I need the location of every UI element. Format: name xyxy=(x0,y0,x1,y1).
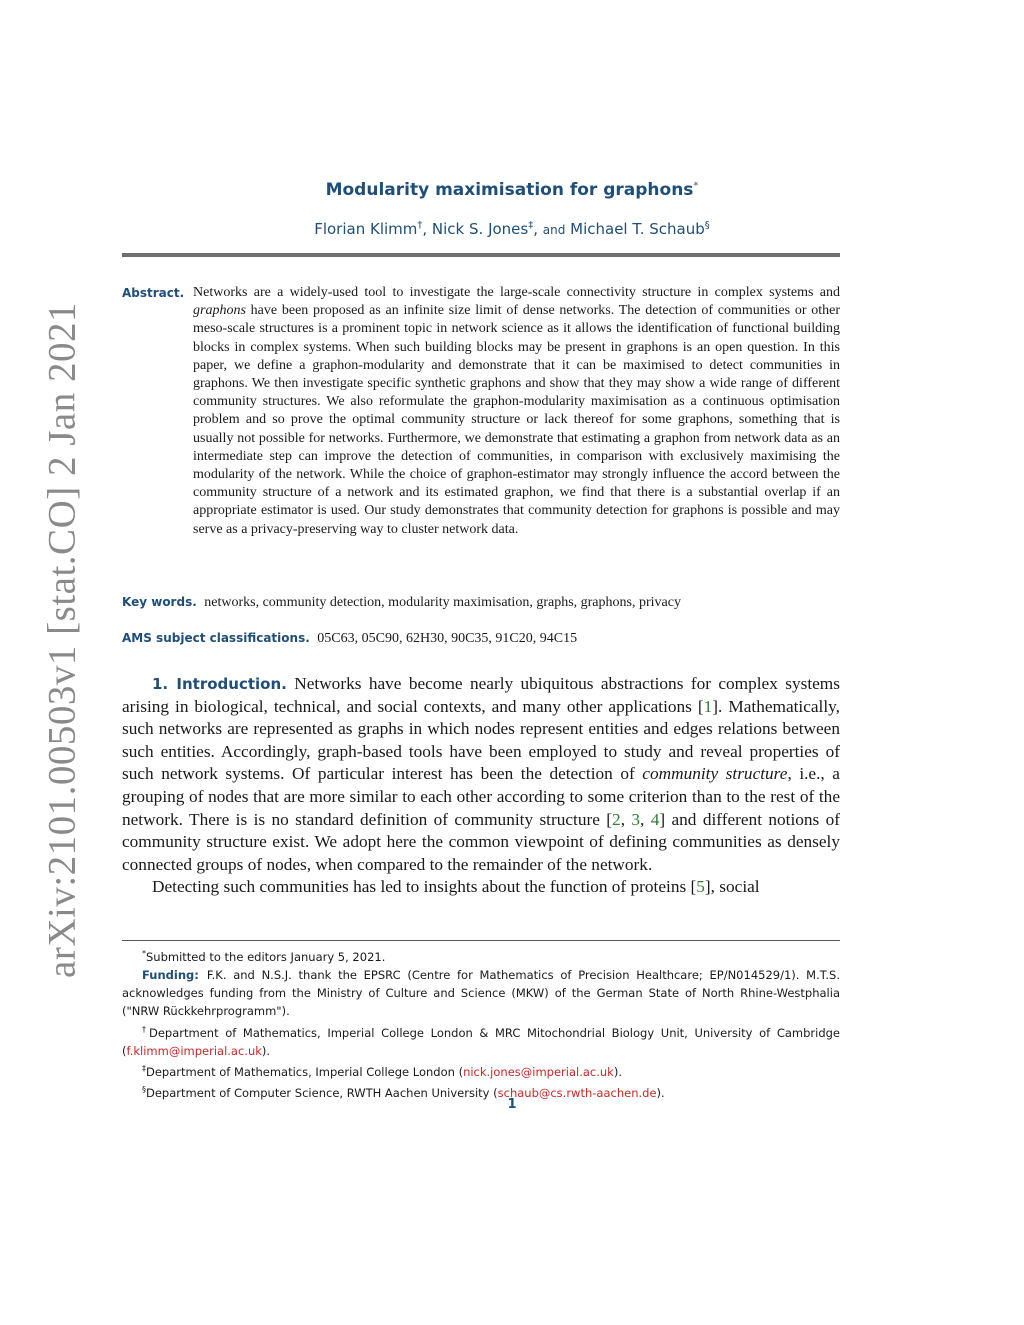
email-link[interactable]: schaub@cs.rwth-aachen.de xyxy=(497,1085,657,1100)
introduction-section xyxy=(122,673,840,899)
author-mark: § xyxy=(704,220,710,231)
abstract-text-part: Networks are a widely-used tool to investigate the large-scale connectivity structure in complex systems and xyxy=(193,285,840,300)
footnote-text: Department of Mathematics, Imperial College London & MRC Mitochondrial Biology Unit, University of Cambridge ( xyxy=(122,1025,841,1058)
footnote-text: ). xyxy=(261,1043,271,1058)
arxiv-stamp: arXiv:2101.00503v1 [stat.CO] 2 Jan 2021 xyxy=(40,302,84,978)
footnote-mark: § xyxy=(142,1084,146,1094)
footnote-mark: ‡ xyxy=(142,1063,146,1073)
intro-text: Detecting such communities has led to insights about the function of proteins [ xyxy=(152,877,697,897)
email-link[interactable]: f.klimm@imperial.ac.uk xyxy=(126,1043,262,1058)
footnote-text: Department of Mathematics, Imperial College London ( xyxy=(146,1064,464,1079)
intro-text: Networks have become nearly ubiquitous abstractions for complex systems arising in biological, technical, and social contexts, and many other applications [ xyxy=(122,674,840,716)
footnote xyxy=(122,1060,840,1081)
citation-link[interactable]: 2 xyxy=(612,809,621,829)
footnote-text: ). xyxy=(656,1085,665,1100)
citation-separator: , xyxy=(640,809,651,829)
citation-link[interactable]: 3 xyxy=(631,809,641,829)
author-name: Nick S. Jones xyxy=(431,220,529,238)
author-name: Florian Klimm xyxy=(314,220,418,238)
page-number: 1 xyxy=(507,1097,517,1112)
footnote-text: Department of Computer Science, RWTH Aachen University ( xyxy=(146,1085,498,1100)
intro-emphasis: community structure xyxy=(642,764,788,784)
email-link[interactable]: nick.jones@imperial.ac.uk xyxy=(463,1064,614,1079)
ams-line xyxy=(122,631,840,647)
citation-link[interactable]: 1 xyxy=(703,696,713,716)
abstract-block xyxy=(122,284,840,539)
footnote xyxy=(122,945,840,966)
paper-title xyxy=(0,180,1024,200)
author-name: Michael T. Schaub xyxy=(570,220,705,238)
citation-separator: , xyxy=(620,809,632,829)
intro-text: ], social xyxy=(704,877,760,897)
author-mark: ‡ xyxy=(528,220,534,231)
footnote-text: Submitted to the editors January 5, 2021. xyxy=(146,949,386,964)
title-divider xyxy=(122,253,840,257)
intro-text: , i.e., a grouping of nodes that are more similar to each other according to some criterion than to the rest of the network. There is is no standard definition of community structure [ xyxy=(122,764,840,829)
footnote-divider xyxy=(122,940,840,941)
paper-title-text: Modularity maximisation for graphons xyxy=(325,180,694,200)
abstract-text-part: have been proposed as an infinite size limit of dense networks. The detection of communities or other meso-scale structures is a prominent topic in network science as it allows the identification of functional building blocks in complex systems. When such building blocks may be present in graphons is an open question. In this paper, we define a graphon-modularity and demonstrate that it can be maximised to detect communities in graphons. We then investigate specific synthetic graphons and show that they may show a wide range of different community structures. We also reformulate the graphon-modularity maximisation as a continuous optimisation problem and so prove the optimal community structure or lack thereof for some graphons, something that is usually not possible for networks. Furthermore, we demonstrate that estimating a graphon from network data as an intermediate step can improve the detection of communities, in comparison with exclusively maximising the modularity of the network. While the choice of graphon-estimator may strongly influence the accord between the community structure of a network and its estimated graphon, we find that there is a substantial overlap if an appropriate estimator is used. Our study demonstrates that community detection for graphons is possible and may serve as a privacy-preserving way to cluster network data. xyxy=(193,303,841,537)
citation-link[interactable]: 4 xyxy=(650,809,660,829)
footnote-text: F.K. and N.S.J. thank the EPSRC (Centre for Mathematics of Precision Healthcare; EP/N014529/1). M.T.S. acknowledges funding from the Ministry of Culture and Science (MKW) of the German State of North Rhine-Westphalia ("NRW Rückkehrprogramm"). xyxy=(122,968,840,1019)
section-heading: 1. Introduction. xyxy=(152,675,287,693)
keywords-line xyxy=(122,595,840,611)
intro-text: ]. Mathematically, such networks are represented as graphs in which nodes represent entities and edges relations between such entities. Accordingly, graph-based tools have been employed to study and reveal properties of such network systems. Of particular interest has been the detection of xyxy=(122,696,840,784)
funding-label: Funding: xyxy=(142,968,199,983)
footnote-mark: † xyxy=(142,1024,149,1034)
footnote xyxy=(122,1021,840,1060)
intro-text: ] and different notions of community structure exist. We adopt here the common viewpoint of defining communities as densely connected groups of nodes, when compared to the remainder of the network. xyxy=(122,809,841,874)
intro-paragraph xyxy=(122,876,840,899)
title-footnote-mark: * xyxy=(693,180,699,192)
footnote-text: ). xyxy=(613,1064,622,1079)
footnote-mark: * xyxy=(142,949,146,958)
abstract-text xyxy=(193,284,840,539)
abstract-label: Abstract. xyxy=(122,286,185,300)
intro-paragraph xyxy=(122,673,840,876)
citation-link[interactable]: 5 xyxy=(696,877,705,897)
keywords-text: networks, community detection, modularity maximisation, graphs, graphons, privacy xyxy=(204,595,681,610)
footnotes xyxy=(122,945,840,1102)
abstract-emphasis: graphons xyxy=(193,303,246,319)
funding-footnote xyxy=(122,966,840,1021)
ams-text: 05C63, 05C90, 62H30, 90C35, 91C20, 94C15 xyxy=(317,631,578,646)
author-list: Florian Klimm†, Nick S. Jones‡, and Michael T. Schaub§ xyxy=(314,220,710,238)
author-conjunction: and xyxy=(542,223,566,237)
keywords-label: Key words. xyxy=(122,595,197,609)
ams-label: AMS subject classifications. xyxy=(122,631,310,645)
author-mark: † xyxy=(417,220,423,231)
